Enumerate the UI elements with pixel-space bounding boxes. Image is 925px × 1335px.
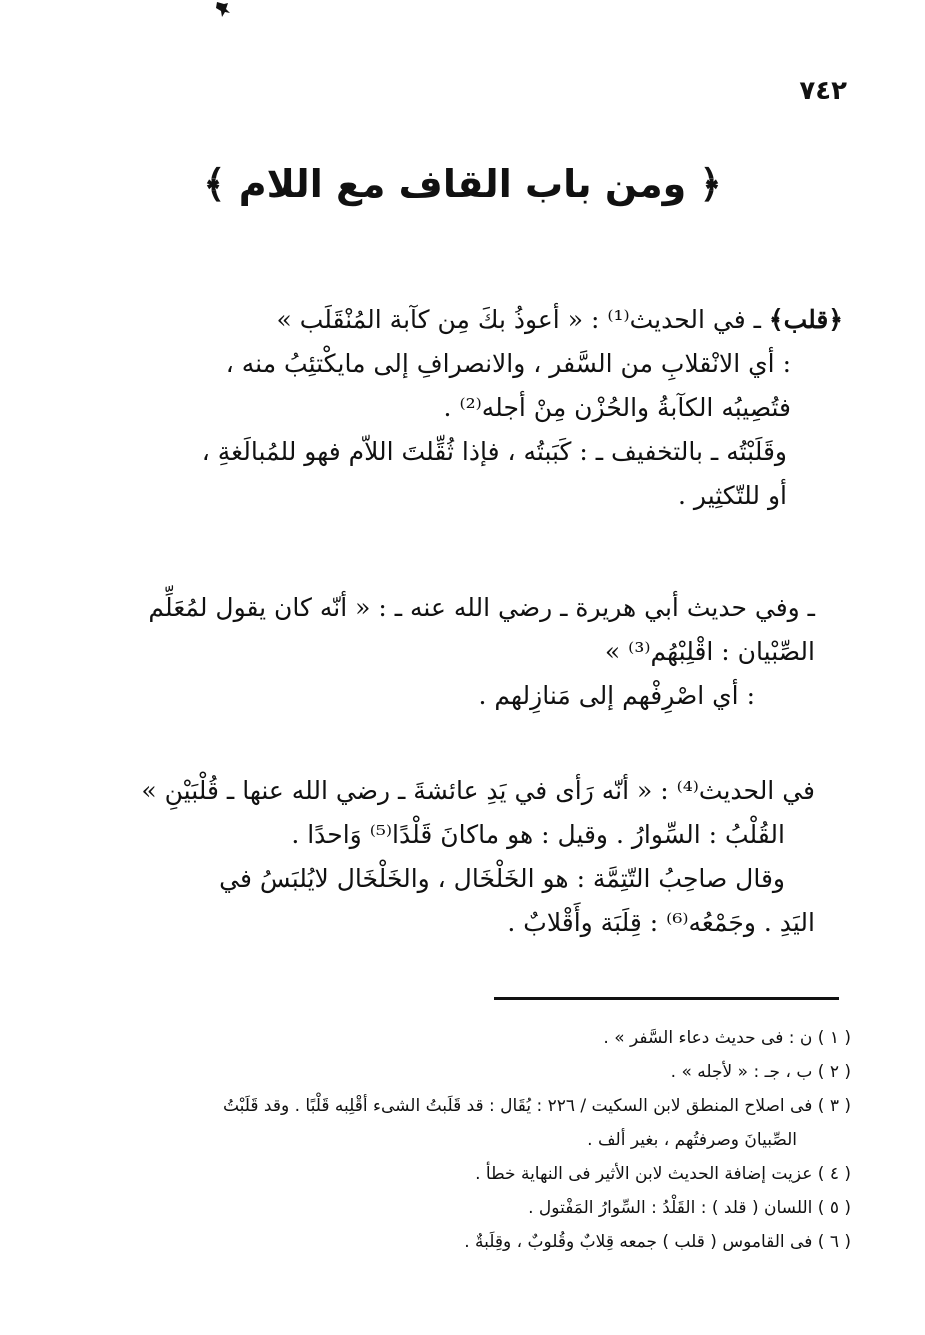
entry-line [202, 474, 843, 518]
entry-text: أو للتّكثِير . [678, 481, 787, 510]
entry-text: وقَلَبْتُه ـ بالتخفيف ـ : كَبَبتُه ، فإذا ثُقِّلتَ اللاّم فهو للمُبالَغةِ ، [201, 437, 787, 466]
footnote-text: اللسان ( قلد ) : القَلْدُ : السِّوارُ المَفْتول . [528, 1198, 813, 1218]
footnote-line [91, 1055, 851, 1089]
footnote-number: ( ٦ ) [817, 1232, 851, 1252]
entry-line [141, 901, 815, 945]
entry-block [141, 769, 815, 945]
footnote-text: فى القاموس ( قلب ) جمعه قِلابٌ وقُلوبٌ ، وقِلَبةٌ . [464, 1232, 813, 1252]
entry-text: في الحديث⁽⁴⁾ : « أنّه رَأى في يَدِ عائشةَ ـ رضي الله عنها ـ قُلْبَيْنِ » [141, 776, 815, 805]
footnote-number: ( ١ ) [817, 1028, 851, 1048]
footnote-number: ( ٥ ) [817, 1198, 851, 1218]
entry-line [141, 857, 815, 901]
entry-keyword: ﴿قلب﴾ [768, 305, 843, 334]
entry-text: ـ في الحديث⁽¹⁾ : « أعوذُ بكَ مِن كآبة المُنْقَلَب » [276, 305, 769, 334]
entry-line [148, 674, 815, 718]
footnote-line [91, 1157, 851, 1191]
footnote-text: ب ، جـ : « لأجله » . [670, 1062, 813, 1082]
footnote-line [91, 1021, 851, 1055]
entry-text: : أي الانْقلابِ من السَّفر ، والانصرافِ إلى مايكْتئِبُ منه ، [225, 349, 791, 378]
entry-line [141, 813, 815, 857]
footnote-number: ( ٢ ) [817, 1062, 851, 1082]
footnote-number: ( ٣ ) [817, 1096, 851, 1116]
entry-line [202, 298, 843, 342]
entry-text: الصِّبْيان : اقْلِبْهُم⁽³⁾ » [604, 637, 815, 666]
entry-line [202, 430, 843, 474]
footnote-text: عزيت إضافة الحديث لابن الأثير فى النهاية خطأ . [475, 1164, 813, 1184]
entry-text: وقال صاحِبُ التّتِمَّة : هو الخَلْخَال ، والخَلْخَال لايُلبَسُ في [219, 864, 785, 893]
ink-mark-icon [214, 0, 236, 20]
footnote-line [91, 1123, 851, 1157]
footnote-text: الصِّبيانَ وصرفتُهم ، بغير ألف . [587, 1130, 797, 1150]
entry-text: اليَدِ . وجَمْعُه⁽⁶⁾ : قِلَبَة وأَقْلابٌ . [507, 908, 815, 937]
footnotes-section [91, 1021, 851, 1259]
chapter-title: ﴿ ومن باب القاف مع اللام ﴾ [203, 162, 722, 206]
entry-line [202, 386, 843, 430]
entry-text: ـ وفي حديث أبي هريرة ـ رضي الله عنه ـ : « أنّه كان يقول لمُعَلِّم [148, 593, 815, 622]
footnote-divider [494, 997, 839, 1000]
footnote-line [91, 1225, 851, 1259]
footnote-line [91, 1089, 851, 1123]
footnote-text: فى اصلاح المنطق لابن السكيت / ٢٢٦ : يُقَال : قد قَلَبتُ الشىء أقْلِبه قَلْبًا . وقد قَلَبْتُ [222, 1096, 813, 1116]
entry-line [202, 342, 843, 386]
footnote-text: ن : فى حديث دعاء السَّفر » . [603, 1028, 813, 1048]
entry-text: القُلْبُ : السِّوارُ . وقيل : هو ماكانَ قَلْدًا⁽⁵⁾ وَاحدًا . [291, 820, 785, 849]
entry-text: : أي اصْرِفْهم إلى مَنازِلهم . [478, 681, 755, 710]
entry-line [148, 630, 815, 674]
entry-line [141, 769, 815, 813]
entry-block [202, 298, 843, 518]
footnote-line [91, 1191, 851, 1225]
footnote-number: ( ٤ ) [817, 1164, 851, 1184]
page-number: ٧٤٢ [799, 76, 847, 106]
entry-text: فتُصِيبُه الكآبةُ والحُزْن مِنْ أجله⁽²⁾ . [443, 393, 791, 422]
entry-line [148, 586, 815, 630]
entry-block [148, 586, 815, 718]
